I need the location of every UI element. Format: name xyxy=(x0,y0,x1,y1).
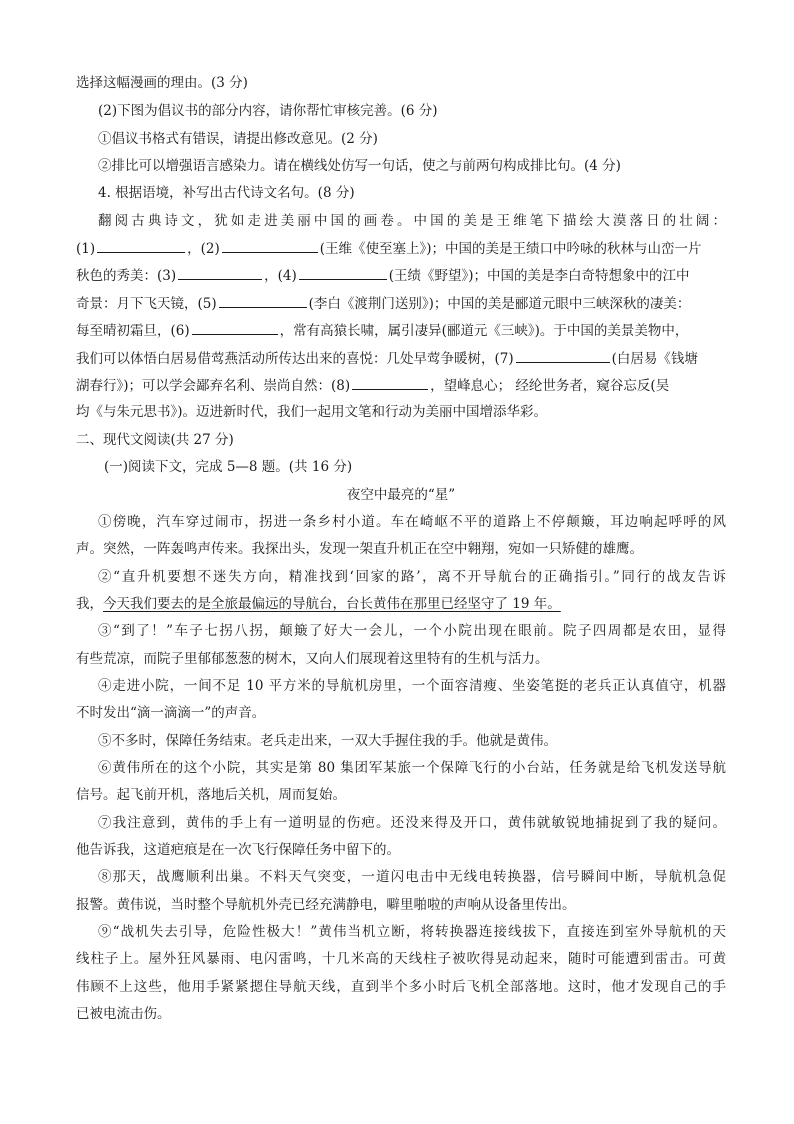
underlined-sentence: 今天我们要去的是全旅最偏远的导航台，台长黄伟在那里已经坚守了 19 年。 xyxy=(103,596,561,612)
question-text: ①倡议书格式有错误，请提出修改意见。(2 分) xyxy=(98,131,378,147)
answer-blank-2[interactable] xyxy=(222,239,318,253)
paragraph-line: ⑨“战机失去引导，危险性极大！”黄伟当机立断，将转换器连接线拔下，直接连到室外导航机的天 xyxy=(98,924,726,940)
question-text: 均《与朱元思书》)。迈进新时代，我们一起用文笔和行动为美丽中国增添华彩。 xyxy=(76,404,548,420)
paragraph-line: 声。突然，一阵轰鸣声传来。我探出头，发现一架直升机正在空中翱翔，宛如一只矫健的雄鹰。 xyxy=(76,541,643,557)
paragraph-line: ⑤不多时，保障任务结束。老兵走出来，一双大手握住我的手。他就是黄伟。 xyxy=(98,733,557,749)
text-segment: (1) xyxy=(76,241,96,257)
text-segment: 每至晴初霜旦，(6) xyxy=(76,323,190,339)
paragraph-line: ②“直升机要想不迷失方向，精准找到‘回家的路’，离不开导航台的正确指引。”同行的战友告诉 xyxy=(98,569,726,585)
paragraph-line: 已被电流击伤。 xyxy=(76,1006,171,1022)
paragraph-line: 他告诉我，这道疤痕是在一次飞行保障任务中留下的。 xyxy=(76,842,400,858)
answer-blank-1[interactable] xyxy=(97,239,185,253)
answer-blank-4[interactable] xyxy=(299,266,387,280)
fill-line xyxy=(76,239,726,258)
text-segment: (王维《使至塞上》)；中国的美是王绩口中吟咏的秋林与山峦一片 xyxy=(319,241,702,257)
paragraph-line: ④走进小院，一间不足 10 平方米的导航机房里，一个面容清瘦、坐姿笔挺的老兵正认真值守，机器 xyxy=(98,678,726,694)
subsection-heading: (一)阅读下文，完成 5—8 题。(共 16 分) xyxy=(104,459,353,475)
answer-blank-7[interactable] xyxy=(516,349,610,363)
question-text: (2)下图为倡议书的部分内容，请你帮忙审核完善。(6 分) xyxy=(98,103,438,119)
fill-line xyxy=(76,321,726,340)
question-text: 翻阅古典诗文，犹如走进美丽中国的画卷。中国的美是王维笔下描绘大漠落日的壮阔： xyxy=(98,213,726,229)
paragraph-line: 伟顾不上这些，他用手紧紧摁住导航天线，直到半个多小时后飞机全部落地。这时，他才发现自己的手 xyxy=(76,979,726,995)
paragraph-line: 不时发出“滴一滴滴一”的声音。 xyxy=(76,705,266,721)
text-segment: 我们可以体悟白居易借莺燕活动所传达出来的喜悦：几处早莺争暖树，(7) xyxy=(76,351,514,367)
paragraph-line: 线柱子上。屋外狂风暴雨、电闪雷鸣，十几米高的天线柱子被吹得晃动起来，随时可能遭到雷击。可黄 xyxy=(76,951,726,967)
text-segment: 秋色的秀美：(3) xyxy=(76,268,177,284)
text-segment: 奇景：月下飞天镜，(5) xyxy=(76,296,217,312)
paragraph-line: ⑦我注意到，黄伟的手上有一道明显的伤疤。还没来得及开口，黄伟就敏锐地捕捉到了我的疑问。 xyxy=(98,815,726,831)
paragraph-line: 信号。起飞前开机，落地后关机，周而复始。 xyxy=(76,787,346,803)
answer-blank-5[interactable] xyxy=(219,294,307,308)
text-segment: ，(2) xyxy=(187,241,220,257)
text-segment: (李白《渡荆门送别》)；中国的美是郦道元眼中三峡深秋的凄美： xyxy=(308,296,691,312)
question-text: ②排比可以增强语言感染力。请在横线处仿写一句话，使之与前两句构成排比句。(4 分) xyxy=(98,158,621,174)
paragraph-line: 报警。黄伟说，当时整个导航机外壳已经充满静电，噼里啪啦的声响从设备里传出。 xyxy=(76,897,576,913)
fill-line xyxy=(76,349,726,368)
answer-blank-6[interactable] xyxy=(192,321,278,335)
paragraph-line: ⑧那天，战鹰顺利出巢。不料天气突变，一道闪电击中无线电转换器，信号瞬间中断，导航机急促 xyxy=(98,869,726,885)
paragraph-line: ⑥黄伟所在的这个小院，其实是第 80 集团军某旅一个保障飞行的小台站，任务就是给飞机发送导航 xyxy=(98,760,726,776)
text-segment: ，常有高猿长啸，属引凄异(郦道元《三峡》)。于中国的美景美物中， xyxy=(279,323,689,339)
text-segment: (王绩《野望》)；中国的美是李白奇特想象中的江中 xyxy=(388,268,690,284)
question-heading: 4. 根据语境，补写出古代诗文名句。(8 分) xyxy=(98,185,355,201)
fill-line xyxy=(76,376,726,395)
paragraph-line: ①傍晚，汽车穿过闹市，拐进一条乡村小道。车在崎岖不平的道路上不停颠簸，耳边响起呼呼的风 xyxy=(98,514,726,530)
text-segment: ，(4) xyxy=(264,268,297,284)
answer-blank-3[interactable] xyxy=(178,266,262,280)
fill-line xyxy=(76,294,726,313)
paragraph-line: ③“到了！”车子七拐八拐，颠簸了好大一会儿，一个小院出现在眼前。院子四周都是农田，显得 xyxy=(98,623,726,639)
answer-blank-8[interactable] xyxy=(352,376,428,390)
paragraph-line xyxy=(76,595,726,613)
article-title: 夜空中最亮的“星” xyxy=(346,487,456,503)
section-heading: 二、现代文阅读(共 27 分) xyxy=(76,432,234,448)
text-segment: 我， xyxy=(76,596,103,612)
text-segment: ，望峰息心； 经纶世务者，窥谷忘反(吴 xyxy=(430,378,670,394)
paragraph-line: 有些荒凉，而院子里郁郁葱葱的树木，又向人们展现着这里特有的生机与活力。 xyxy=(76,651,549,667)
fill-line xyxy=(76,266,726,285)
text-segment: 湖春行》)；可以学会鄙弃名利、崇尚自然：(8) xyxy=(76,378,351,394)
question-text: 选择这幅漫画的理由。(3 分) xyxy=(76,75,248,91)
text-segment: (白居易《钱塘 xyxy=(611,351,698,367)
